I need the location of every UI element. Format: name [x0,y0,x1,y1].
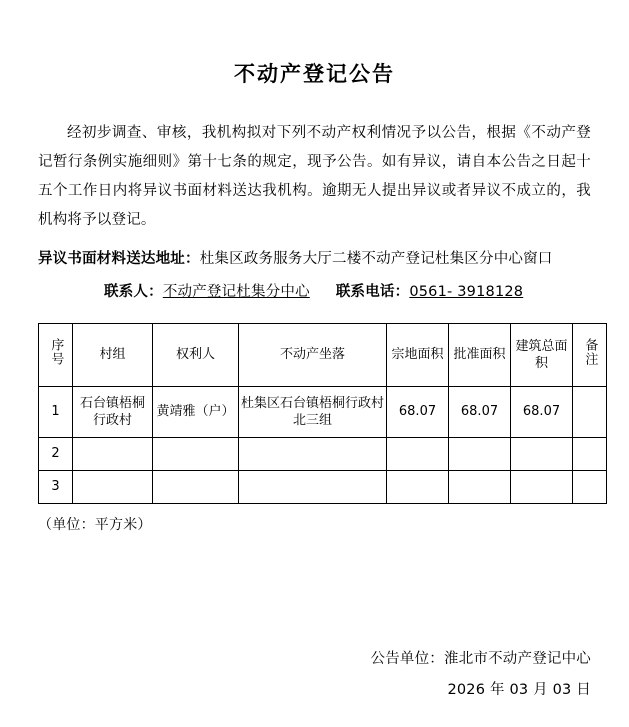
issuer-value: 淮北市不动产登记中心 [444,651,591,668]
cell-village [73,471,153,504]
cell-land-area [387,471,449,504]
phone-label: 联系电话： [335,284,410,301]
cell-building-area [511,471,573,504]
cell-seq: 3 [39,471,73,504]
cell-note [573,387,607,438]
announcement-date: 2026 年 03 月 03 日 [447,681,591,698]
cell-owner: 黄靖雅（户） [153,387,239,438]
phone-value: 0561- 3918128 [409,284,524,301]
cell-building-area: 68.07 [511,387,573,438]
cell-location [239,471,387,504]
cell-village [73,438,153,471]
column-header-land-area: 宗地面积 [387,324,449,387]
cell-owner [153,438,239,471]
cell-village: 石台镇梧桐行政村 [73,387,153,438]
cell-land-area [387,438,449,471]
table-row [39,387,607,438]
column-header-village: 村组 [73,324,153,387]
cell-note [573,471,607,504]
cell-building-area [511,438,573,471]
column-header-approved-area: 批准面积 [449,324,511,387]
cell-location [239,438,387,471]
contact-label: 联系人： [104,284,163,301]
table-row [39,438,607,471]
cell-seq: 2 [39,438,73,471]
document-footer [371,644,592,705]
contact-line [38,278,591,307]
column-header-note-text: 备注 [582,338,598,367]
cell-land-area: 68.07 [387,387,449,438]
document-page [0,62,629,727]
delivery-address-line [38,245,591,274]
cell-approved-area: 68.07 [449,387,511,438]
column-header-seq [39,324,73,387]
column-header-building-area: 建筑总面积 [511,324,573,387]
page-title: 不动产登记公告 [234,62,395,86]
cell-approved-area [449,438,511,471]
cell-owner [153,471,239,504]
cell-approved-area [449,471,511,504]
column-header-seq-text: 序号 [48,338,64,367]
cell-seq: 1 [39,387,73,438]
issuer-label: 公告单位： [370,651,444,668]
cell-location: 杜集区石台镇梧桐行政村北三组 [239,387,387,438]
contact-value: 不动产登记杜集分中心 [162,284,310,301]
announcement-body [38,119,591,235]
issuer-line [371,644,592,674]
column-header-note [573,324,607,387]
delivery-address-label: 异议书面材料送达地址： [38,251,200,268]
table-header-row [39,324,607,387]
column-header-owner: 权利人 [153,324,239,387]
table-row [39,471,607,504]
column-header-location: 不动产坐落 [239,324,387,387]
unit-note: （单位：平方米） [38,517,152,534]
registration-table [38,323,607,504]
delivery-address-value: 杜集区政务服务大厅二楼不动产登记杜集区分中心窗口 [199,251,553,268]
announcement-paragraph: 经初步调查、审核，我机构拟对下列不动产权利情况予以公告，根据《不动产登记暂行条例实施细则》第十七条的规定，现予公告。如有异议，请自本公告之日起十五个工作日内将异议书面材料送达我机构。逾期无人提出异议或者异议不成立的，我机构将予以登记。 [38,125,591,229]
cell-note [573,438,607,471]
